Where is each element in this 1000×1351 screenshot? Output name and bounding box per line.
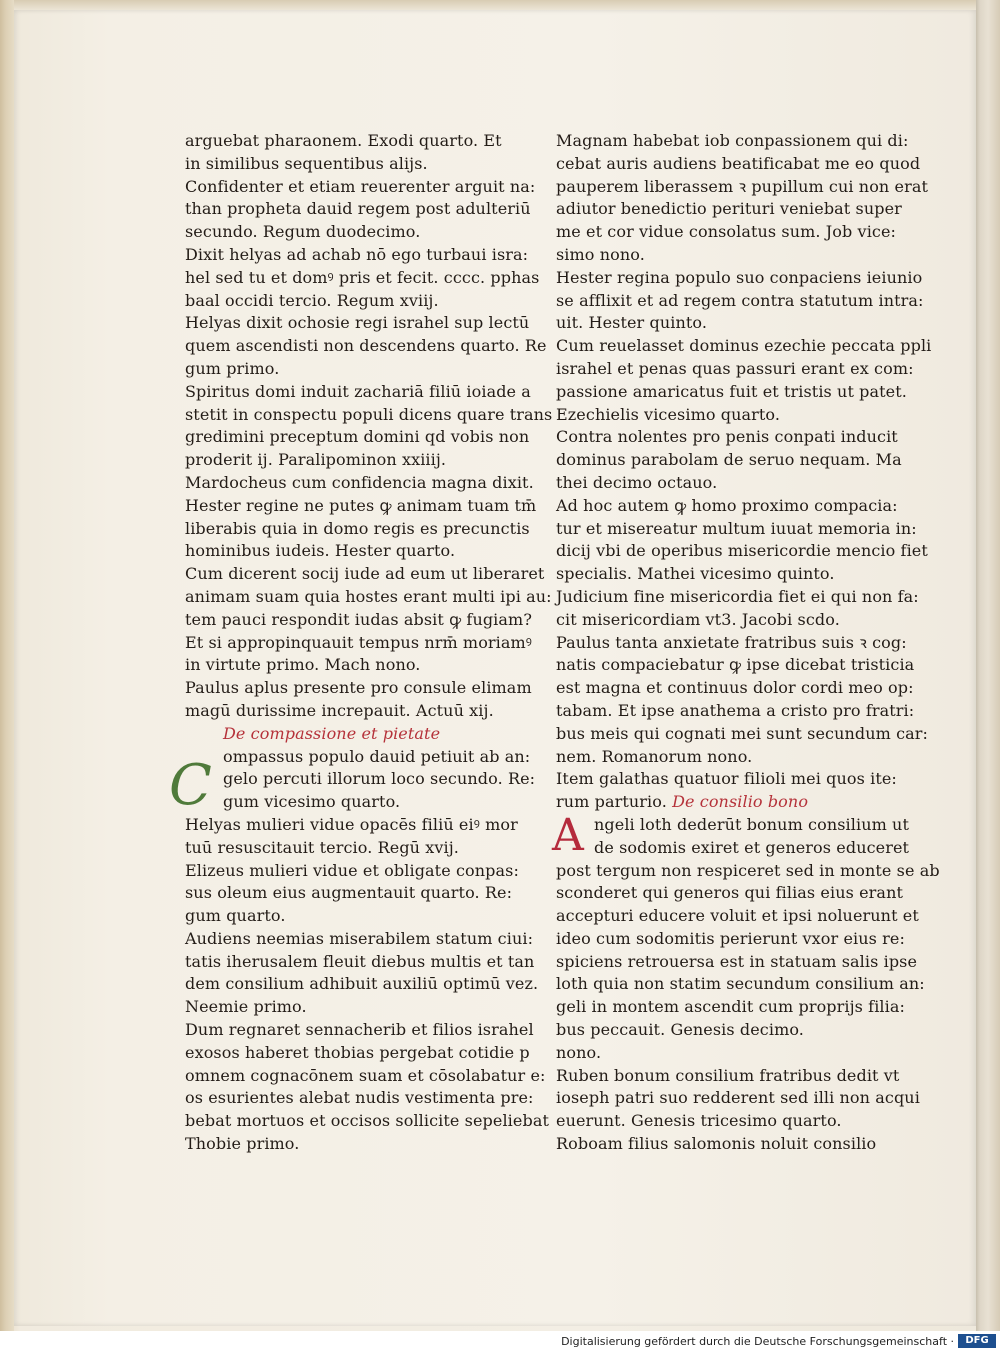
text-line: Paulus aplus presente pro consule elimam <box>185 678 532 698</box>
text-line: tuū resuscitauit tercio. Regū xvij. <box>185 837 459 857</box>
section-compassion <box>169 746 549 1156</box>
text-line: dem consilium adhibuit auxiliū optimū vez. <box>185 974 539 994</box>
text-line: hominibus iudeis. Hester quarto. <box>185 541 456 561</box>
text-line: secundo. Regum duodecimo. <box>185 222 421 242</box>
text-line: stetit in conspectu populi dicens quare trans <box>185 404 553 424</box>
text-line: quem ascendisti non descendens quarto. Re <box>185 336 547 356</box>
text-line: Ezechielis vicesimo quarto. <box>556 404 781 424</box>
text-line: tem pauci respondit iudas absit ꝙ fugiam? <box>185 609 532 629</box>
text-line: gelo percuti illorum loco secundo. Re: <box>223 769 536 789</box>
text-line: post tergum non respiceret sed in monte se ab <box>556 860 940 880</box>
funding-credit: Digitalisierung gefördert durch die Deutsche Forschungsgemeinschaft · <box>561 1335 954 1348</box>
text-line: geli in montem ascendit cum proprijs filia: <box>556 997 905 1017</box>
text-line: gredimini preceptum domini qd vobis non <box>185 427 530 447</box>
text-line: proderit ij. Paralipominon xxiiij. <box>185 450 447 470</box>
section-good-counsel <box>552 809 940 1156</box>
text-line: dicij vbi de operibus misericordie mencio fiet <box>556 541 928 561</box>
text-line: est magna et continuus dolor cordi meo op: <box>556 678 914 698</box>
left-page-edge <box>0 0 14 1331</box>
text-line: bus meis qui cognati mei sunt secundum car: <box>556 723 929 743</box>
text-line: Neemie primo. <box>185 997 307 1017</box>
text-line: se afflixit et ad regem contra statutum intra: <box>556 290 924 310</box>
text-line: spiciens retrouersa est in statuam salis ipse <box>556 951 918 971</box>
left-text-column <box>169 130 553 1156</box>
rubric-heading: De compassione et pietate <box>223 723 441 743</box>
text-line: ideo cum sodomitis perierunt vxor eius re: <box>556 928 905 948</box>
text-line: Dixit helyas ad achab nō ego turbaui isra: <box>185 244 529 264</box>
text-line: uit. Hester quinto. <box>556 313 708 333</box>
text-line: ompassus populo dauid petiuit ab an: <box>223 746 531 766</box>
text-line: Mardocheus cum confidencia magna dixit. <box>185 472 534 492</box>
text-line: Judicium fine misericordia fiet ei qui non fa: <box>556 586 919 606</box>
text-line: cebat auris audiens beatificabat me eo quod <box>556 153 921 173</box>
text-line: magū durissime increpauit. Actuū xij. <box>185 700 494 720</box>
text-line: Helyas mulieri vidue opacēs filiū eiꝰ mor <box>185 814 518 834</box>
text-line: hel sed tu et domꝰ pris et fecit. cccc. pphas <box>185 267 540 287</box>
text-line: exosos haberet thobias pergebat cotidie p <box>185 1042 530 1062</box>
text-line: Confidenter et etiam reuerenter arguit na: <box>185 176 536 196</box>
text-line: pauperem liberassem ꝛ pupillum cui non erat <box>556 176 929 196</box>
text-line: ngeli loth dederūt bonum consilium ut <box>594 814 909 834</box>
text-line: passione amaricatus fuit et tristis ut patet. <box>556 381 907 401</box>
right-text-column <box>552 130 940 1156</box>
text-fragment: rum parturio. <box>556 792 673 812</box>
text-line: loth quia non statim secundum consilium an: <box>556 974 925 994</box>
text-line: Dum regnaret sennacherib et filios israhel <box>185 1020 534 1040</box>
text-line: Item galathas quatuor filioli mei quos ite: <box>556 769 897 789</box>
text-line: tur et misereatur multum iuuat memoria in: <box>556 518 917 538</box>
text-line: Spiritus domi induit zachariā filiū ioiade a <box>185 381 531 401</box>
text-line: Hester regina populo suo conpaciens ieiunio <box>556 267 923 287</box>
text-line: baal occidi tercio. Regum xviij. <box>185 290 439 310</box>
text-line: de sodomis exiret et generos educeret <box>594 837 910 857</box>
text-line: dominus parabolam de seruo nequam. Ma <box>556 450 902 470</box>
text-line: Roboam filius salomonis noluit consilio <box>556 1134 877 1154</box>
text-line: os esurientes alebat nudis vestimenta pre: <box>185 1088 534 1108</box>
text-line: bebat mortuos et occisos sollicite sepeliebat <box>185 1111 549 1131</box>
text-line: omnem cognacōnem suam et cōsolabatur e: <box>185 1065 546 1085</box>
dfg-logo-icon: DFG <box>958 1334 996 1348</box>
text-line: simo nono. <box>556 244 645 264</box>
text-line: gum vicesimo quarto. <box>223 792 401 812</box>
text-line: Helyas dixit ochosie regi israhel sup lectū <box>185 313 530 333</box>
text-line: nem. Romanorum nono. <box>556 746 753 766</box>
text-line: tabam. Et ipse anathema a cristo pro fratri: <box>556 700 915 720</box>
text-line: bus peccauit. Genesis decimo. <box>556 1020 804 1040</box>
text-line <box>556 791 861 814</box>
text-line: thei decimo octauo. <box>556 472 718 492</box>
text-line: Ad hoc autem ꝙ homo proximo compacia: <box>556 495 898 515</box>
text-line: sconderet qui generos qui filias eius erant <box>556 883 904 903</box>
rubric-heading: De consilio bono <box>672 792 809 812</box>
text-line: Cum reuelasset dominus ezechie peccata ppli <box>556 336 932 356</box>
text-line: Ruben bonum consilium fratribus dedit vt <box>556 1065 900 1085</box>
text-line: arguebat pharaonem. Exodi quarto. Et <box>185 131 502 150</box>
text-line: me et cor vidue consolatus sum. Job vice: <box>556 222 897 242</box>
text-line: specialis. Mathei vicesimo quinto. <box>556 564 835 584</box>
decorated-initial: C <box>169 752 212 818</box>
footer-bar <box>0 1331 1000 1351</box>
text-line: Et si appropinquauit tempus nrm̄ moriamꝰ <box>185 632 533 652</box>
text-line: cit misericordiam vt3. Jacobi scdo. <box>556 609 840 629</box>
text-line: gum quarto. <box>185 906 286 926</box>
text-line: than propheta dauid regem post adulteriū <box>185 199 531 219</box>
text-line: ioseph patri suo redderent sed illi non acqui <box>556 1088 920 1108</box>
text-line: liberabis quia in domo regis es precunctis <box>185 518 530 538</box>
right-page-edge <box>976 0 1000 1331</box>
text-line: Elizeus mulieri vidue et obligate conpas: <box>185 860 519 880</box>
text-line: tatis iherusalem fleuit diebus multis et tan <box>185 951 535 971</box>
text-line: gum primo. <box>185 358 280 378</box>
text-line: Hester regine ne putes ꝙ animam tuam tm̄ <box>185 495 537 515</box>
text-line: Cum dicerent socij iude ad eum ut liberaret <box>185 564 545 584</box>
text-line: sus oleum eius augmentauit quarto. Re: <box>185 883 513 903</box>
text-line: euerunt. Genesis tricesimo quarto. <box>556 1111 842 1131</box>
text-line: in virtute primo. Mach nono. <box>185 655 421 675</box>
text-line: Thobie primo. <box>185 1134 300 1154</box>
text-line: Contra nolentes pro penis conpati inducit <box>556 427 898 447</box>
text-line: natis compaciebatur ꝙ ipse dicebat tristicia <box>556 655 915 675</box>
page-top-edge <box>14 0 976 10</box>
text-line: accepturi educere voluit et ipsi noluerunt et <box>556 906 919 926</box>
text-line: israhel et penas quas passuri erant ex com: <box>556 358 914 378</box>
decorated-initial: A <box>552 809 584 861</box>
text-line: nono. <box>556 1042 602 1062</box>
text-line: in similibus sequentibus alijs. <box>185 153 428 173</box>
text-line: Audiens neemias miserabilem statum ciui: <box>185 928 534 948</box>
text-line: animam suam quia hostes erant multi ipi au: <box>185 586 552 606</box>
text-line: Paulus tanta anxietate fratribus suis ꝛ cog: <box>556 632 907 652</box>
text-line: adiutor benedictio perituri veniebat super <box>556 199 902 219</box>
text-line: Magnam habebat iob conpassionem qui di: <box>556 131 909 150</box>
